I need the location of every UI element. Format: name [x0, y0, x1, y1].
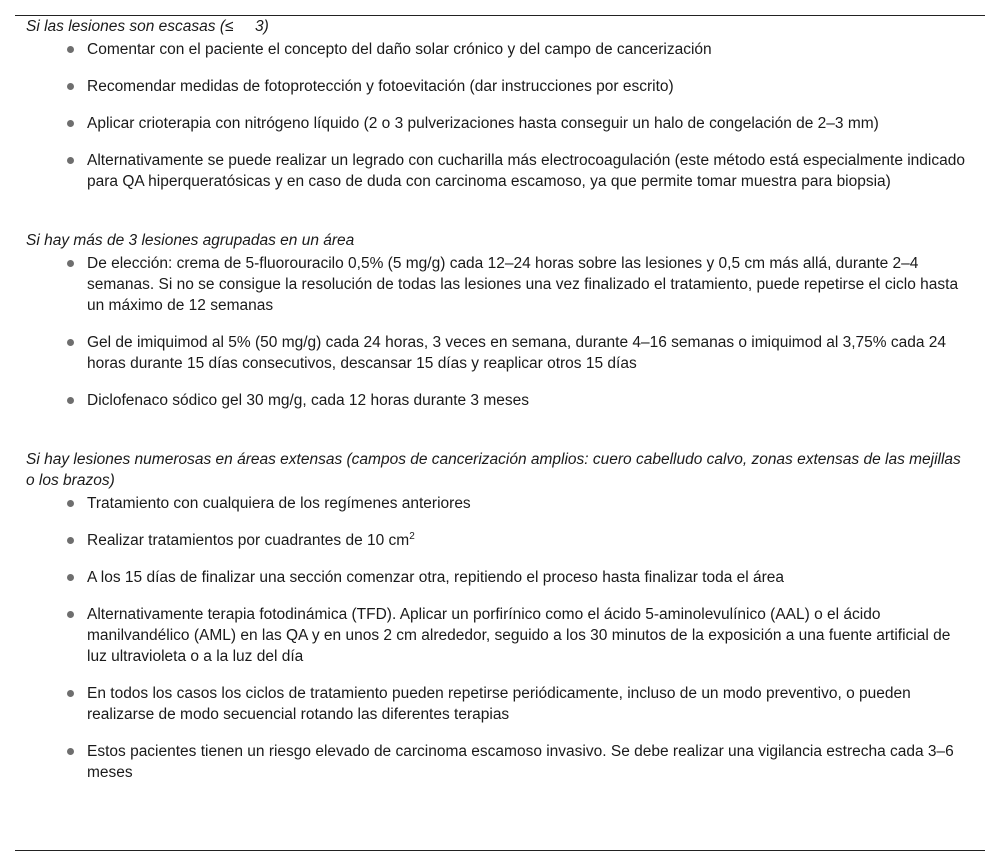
section-title: Si hay más de 3 lesiones agrupadas en un área [26, 232, 355, 249]
list-item [26, 683, 966, 725]
bullet-icon [67, 260, 74, 267]
bullet-icon [67, 500, 74, 507]
bullet-icon [67, 83, 74, 90]
bullet-icon [67, 537, 74, 544]
bullet-icon [67, 397, 74, 404]
item-text: Aplicar crioterapia con nitrógeno líquido (2 o 3 pulverizaciones hasta conseguir un halo de congelación de 2–3 mm) [87, 115, 879, 132]
list-item [26, 530, 966, 551]
item-text: En todos los casos los ciclos de tratamiento pueden repetirse periódicamente, incluso de un modo preventivo, o pueden realizarse de modo secuencial rotando las diferentes terapias [87, 685, 911, 723]
list-item [26, 253, 966, 316]
list-item [26, 604, 966, 667]
list-item [26, 113, 966, 134]
bullet-icon [67, 748, 74, 755]
list-item [26, 493, 966, 514]
treatment-list [26, 39, 966, 192]
section-grouped-lesions [26, 230, 966, 411]
section-few-lesions [26, 16, 966, 192]
item-text: Comentar con el paciente el concepto del daño solar crónico y del campo de cancerización [87, 41, 712, 58]
list-item [26, 390, 966, 411]
treatment-list [26, 253, 966, 411]
bullet-icon [67, 690, 74, 697]
bullet-icon [67, 339, 74, 346]
item-text-main: Realizar tratamientos por cuadrantes de 10 cm [87, 532, 410, 549]
item-text: A los 15 días de finalizar una sección comenzar otra, repitiendo el proceso hasta finalizar toda el área [87, 569, 785, 586]
section-title: Si las lesiones son escasas (≤ 3) [26, 18, 269, 35]
item-text: Estos pacientes tienen un riesgo elevado de carcinoma escamoso invasivo. Se debe realizar una vigilancia estrecha cada 3–6 meses [87, 743, 954, 781]
item-text: Diclofenaco sódico gel 30 mg/g, cada 12 horas durante 3 meses [87, 392, 530, 409]
item-text: Alternativamente se puede realizar un legrado con cucharilla más electrocoagulación (este método está especialmente indicado para QA hiperqueratósicas y en caso de duda con carcinoma escamoso, ya que permite tomar muestra para biopsia) [87, 152, 965, 190]
item-text: Alternativamente terapia fotodinámica (TFD). Aplicar un porfirínico como el ácido 5-aminolevulínico (AAL) o el ácido manilvandélico (AML) en las QA y en unos 2 cm alrededor, seguido a los 30 minutos de la exposición a una fuente artificial de luz ultravioleta o a la luz del día [87, 606, 951, 665]
superscript: 2 [409, 531, 415, 542]
item-text: Recomendar medidas de fotoprotección y fotoevitación (dar instrucciones por escrito) [87, 78, 674, 95]
list-item [26, 39, 966, 60]
list-item [26, 741, 966, 783]
section-extensive-lesions [26, 449, 966, 783]
item-text: De elección: crema de 5-fluorouracilo 0,5% (5 mg/g) cada 12–24 horas sobre las lesiones y 0,5 cm más allá, durante 2–4 semanas. Si no se consigue la resolución de todas las lesiones una vez finalizado el tratamiento, puede repetirse el ciclo hasta un máximo de 12 semanas [87, 255, 959, 314]
item-text: Tratamiento con cualquiera de los regímenes anteriores [87, 495, 471, 512]
item-text [26, 530, 966, 551]
bottom-rule [15, 850, 985, 851]
section-title: Si hay lesiones numerosas en áreas extensas (campos de cancerización amplios: cuero cabelludo calvo, zonas extensas de las mejillas o los brazos) [26, 451, 961, 489]
table-content [26, 16, 966, 783]
list-item [26, 150, 966, 192]
bullet-icon [67, 611, 74, 618]
list-item [26, 332, 966, 374]
bullet-icon [67, 574, 74, 581]
item-text: Gel de imiquimod al 5% (50 mg/g) cada 24 horas, 3 veces en semana, durante 4–16 semanas o imiquimod al 3,75% cada 24 horas durante 15 días consecutivos, descansar 15 días y reaplicar otros 15 días [87, 334, 947, 372]
treatment-list [26, 493, 966, 783]
bullet-icon [67, 157, 74, 164]
list-item [26, 76, 966, 97]
bullet-icon [67, 46, 74, 53]
list-item [26, 567, 966, 588]
bullet-icon [67, 120, 74, 127]
